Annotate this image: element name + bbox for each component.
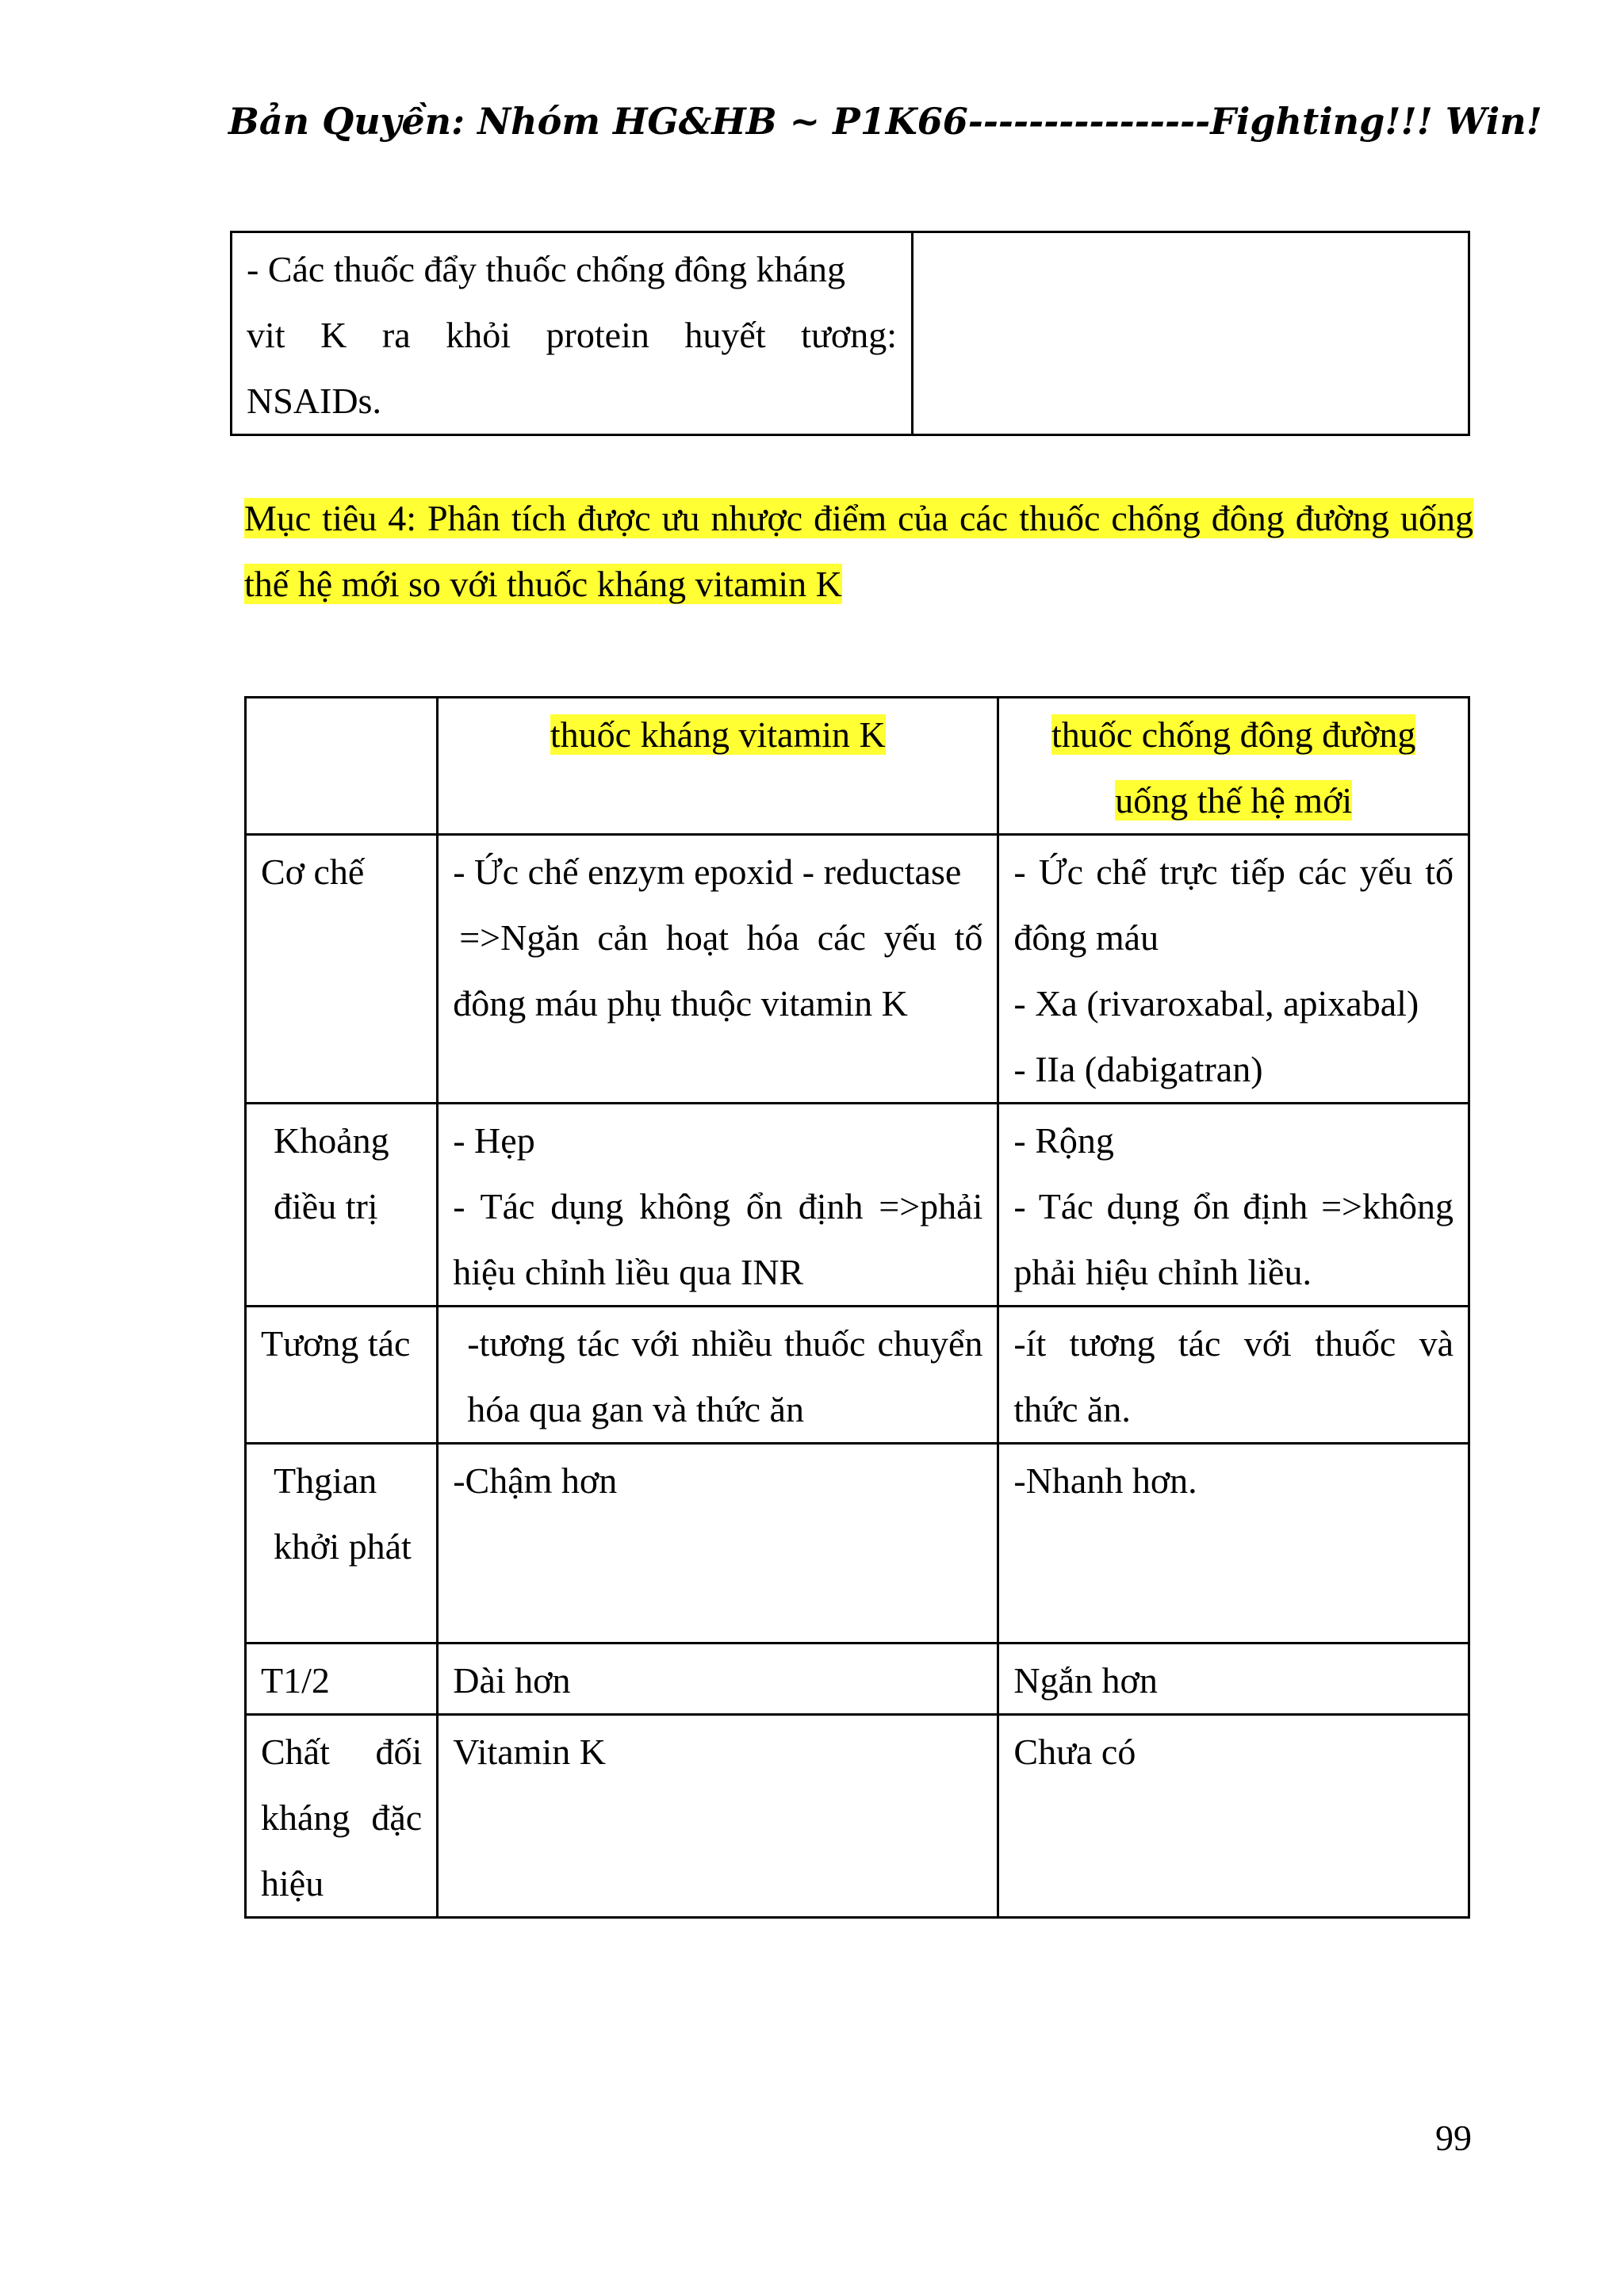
cell-line: -ít tương tác với thuốc và thức ăn. <box>1013 1323 1454 1429</box>
vka-cell <box>438 1444 998 1644</box>
new-cell <box>998 1104 1469 1307</box>
table-row <box>246 1307 1469 1444</box>
cell-line: - Hẹp <box>453 1120 535 1161</box>
page-header <box>228 100 1542 143</box>
cell-line: - Tác dụng ổn định =>không phải hiệu chỉnh liều. <box>1013 1186 1454 1292</box>
continuation-table <box>230 231 1470 436</box>
vka-cell <box>438 1104 998 1307</box>
table-row <box>246 1644 1469 1715</box>
header-copyright: Bản Quyền: Nhóm HG&HB ~ P1K66 <box>228 100 968 143</box>
cell-line: Chưa có <box>1013 1732 1136 1772</box>
table-cell-empty <box>913 232 1469 435</box>
cell-line: vit K ra khỏi protein huyết tương: <box>247 315 897 355</box>
table-row <box>246 1444 1469 1644</box>
cell-line: =>Ngăn cản hoạt hóa các yếu tố đông máu phụ thuộc vitamin K <box>453 917 983 1024</box>
cell-line: NSAIDs. <box>247 381 381 421</box>
header-cell-vka <box>438 698 998 835</box>
row-label: Tương tác <box>246 1307 438 1444</box>
table-row <box>246 835 1469 1104</box>
header-slogan: Fighting!!! Win! <box>1210 100 1542 143</box>
cell-line: - Rộng <box>1013 1120 1114 1161</box>
cell-line: - Ức chế enzym epoxid - reductase <box>453 851 962 892</box>
comparison-table <box>244 696 1470 1919</box>
row-label: Thgian khởi phát <box>246 1444 438 1644</box>
cell-line: - IIa (dabigatran) <box>1013 1049 1263 1089</box>
header-dashes: ---------------- <box>967 100 1211 143</box>
vka-cell <box>438 1307 998 1444</box>
page-number: 99 <box>1435 2118 1472 2158</box>
new-cell <box>998 1444 1469 1644</box>
header-cell-new-anticoagulant <box>998 698 1469 835</box>
cell-line: Ngắn hơn <box>1013 1660 1158 1701</box>
row-label: Cơ chế <box>246 835 438 1104</box>
cell-line: - Tác dụng không ổn định =>phải hiệu chỉnh liều qua INR <box>453 1186 983 1292</box>
cell-line: - Ức chế trực tiếp các yếu tố đông máu <box>1013 851 1454 958</box>
vka-cell <box>438 835 998 1104</box>
vka-cell <box>438 1715 998 1918</box>
cell-line: - Các thuốc đẩy thuốc chống đông kháng <box>247 249 845 289</box>
cell-line: Vitamin K <box>453 1732 606 1772</box>
header-cell-empty <box>246 698 438 835</box>
new-cell <box>998 1644 1469 1715</box>
row-label: Chất đối kháng đặc hiệu <box>246 1715 438 1918</box>
row-label: T1/2 <box>246 1644 438 1715</box>
cell-line: -Chậm hơn <box>453 1460 618 1501</box>
table-row <box>246 1104 1469 1307</box>
new-cell <box>998 1307 1469 1444</box>
vka-cell <box>438 1644 998 1715</box>
cell-line: Dài hơn <box>453 1660 571 1701</box>
cell-line: -Nhanh hơn. <box>1013 1460 1197 1501</box>
table-row <box>246 1715 1469 1918</box>
row-label: Khoảng điều trị <box>246 1104 438 1307</box>
new-cell <box>998 835 1469 1104</box>
new-cell <box>998 1715 1469 1918</box>
table-row <box>232 232 1469 435</box>
cell-line: -tương tác với nhiều thuốc chuyển hóa qua gan và thức ăn <box>467 1323 983 1429</box>
header-vka-label: thuốc kháng vitamin K <box>550 714 886 755</box>
objective-text: Mục tiêu 4: Phân tích được ưu nhược điểm của các thuốc chống đông đường uống thế hệ mới so với thuốc kháng vitamin K <box>244 498 1473 604</box>
table-header-row <box>246 698 1469 835</box>
objective-heading <box>244 485 1473 617</box>
table-cell <box>232 232 913 435</box>
cell-line: - Xa (rivaroxabal, apixabal) <box>1013 983 1419 1024</box>
header-new-label: thuốc chống đông đường uống thế hệ mới <box>1051 714 1416 821</box>
